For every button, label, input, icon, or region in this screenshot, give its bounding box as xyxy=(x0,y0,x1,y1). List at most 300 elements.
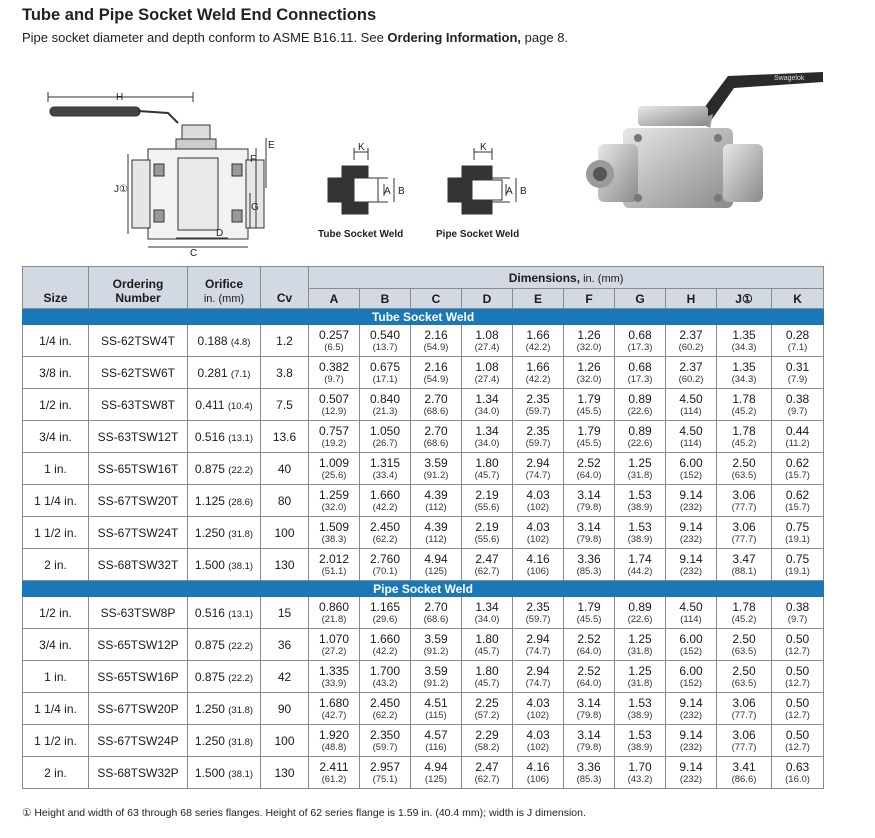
dim-value-in: 1.78 xyxy=(732,391,756,406)
dim-f-cell xyxy=(564,597,615,629)
dim-value-mm: (62.7) xyxy=(474,773,500,785)
dim-value-in: 0.540 xyxy=(369,327,401,342)
ordering-number-cell: SS-65TSW16T xyxy=(89,453,188,485)
dim-value-in: 0.50 xyxy=(785,695,810,710)
dim-value-mm: (9.7) xyxy=(324,373,344,385)
dim-value-in: 1.335 xyxy=(318,663,350,678)
dim-value-in: 1.74 xyxy=(628,551,652,566)
orifice-in: 1.250 xyxy=(194,525,225,540)
size-cell: 3/4 in. xyxy=(23,421,89,453)
section-header-row xyxy=(23,309,824,325)
dim-j-cell xyxy=(717,357,772,389)
cv-cell: 100 xyxy=(261,517,309,549)
dim-value-in: 2.012 xyxy=(318,551,350,566)
dim-g-cell xyxy=(615,453,666,485)
header-col-b: B xyxy=(360,289,411,309)
pipe-socket-weld-label: Pipe Socket Weld xyxy=(436,229,520,240)
dim-value-in: 3.36 xyxy=(577,551,601,566)
orifice-mm: (7.1) xyxy=(230,368,251,380)
orifice-cell xyxy=(188,549,261,581)
size-cell: 2 in. xyxy=(23,549,89,581)
dim-b-cell xyxy=(360,485,411,517)
valve-dimension-drawing xyxy=(28,88,288,258)
orifice-in: 0.875 xyxy=(194,669,225,684)
dim-value-mm: (19.1) xyxy=(785,533,810,545)
dim-e-cell xyxy=(513,629,564,661)
dim-value-in: 1.53 xyxy=(628,727,652,742)
dim-label-e: E xyxy=(268,140,275,151)
dim-value-in: 3.41 xyxy=(732,759,756,774)
dim-value-mm: (85.3) xyxy=(576,773,602,785)
size-cell: 1/4 in. xyxy=(23,325,89,357)
dim-value-in: 1.35 xyxy=(732,359,756,374)
orifice-in: 1.500 xyxy=(194,765,225,780)
orifice-mm: (28.6) xyxy=(228,496,254,508)
dim-value-in: 0.50 xyxy=(785,727,810,742)
size-cell: 1 1/2 in. xyxy=(23,725,89,757)
dim-value-in: 4.39 xyxy=(424,519,448,534)
ordering-number-cell: SS-63TSW8T xyxy=(89,389,188,421)
dim-k-cell xyxy=(772,517,824,549)
dim-f-cell xyxy=(564,725,615,757)
dim-value-mm: (38.9) xyxy=(627,501,653,513)
dim-value-mm: (102) xyxy=(526,709,550,721)
size-cell: 3/4 in. xyxy=(23,629,89,661)
dim-a-cell xyxy=(309,453,360,485)
dim-k-cell xyxy=(772,661,824,693)
dim-value-in: 2.47 xyxy=(475,551,499,566)
orifice-mm: (13.1) xyxy=(228,432,254,444)
dim-value-mm: (32.0) xyxy=(576,373,602,385)
ordering-number-cell: SS-63TSW12T xyxy=(89,421,188,453)
ordering-number-cell: SS-62TSW6T xyxy=(89,357,188,389)
table-row xyxy=(23,725,824,757)
dim-value-in: 1.34 xyxy=(475,391,499,406)
dim-value-mm: (63.5) xyxy=(731,469,757,481)
dim-value-in: 1.050 xyxy=(369,423,401,438)
dim-value-mm: (57.2) xyxy=(474,709,500,721)
dim-value-mm: (42.2) xyxy=(372,645,398,657)
dim-c-cell xyxy=(411,453,462,485)
header-col-d: D xyxy=(462,289,513,309)
dim-value-mm: (232) xyxy=(679,533,703,545)
dim-value-mm: (43.2) xyxy=(627,773,653,785)
dim-value-mm: (114) xyxy=(680,437,702,449)
dim-f-cell xyxy=(564,357,615,389)
cv-cell: 130 xyxy=(261,757,309,789)
table-row xyxy=(23,325,824,357)
orifice-cell xyxy=(188,693,261,725)
dim-value-in: 2.70 xyxy=(424,599,448,614)
dim-value-in: 6.00 xyxy=(679,663,703,678)
dim-value-in: 2.450 xyxy=(369,695,401,710)
header-orifice xyxy=(188,267,261,309)
dim-value-mm: (45.2) xyxy=(731,613,757,625)
dim-value-mm: (15.7) xyxy=(785,469,810,481)
dim-value-mm: (19.1) xyxy=(785,565,810,577)
dim-j-cell xyxy=(717,725,772,757)
dim-f-cell xyxy=(564,517,615,549)
dim-value-in: 2.450 xyxy=(369,519,401,534)
dim-value-in: 0.75 xyxy=(785,519,810,534)
dim-value-in: 0.675 xyxy=(369,359,401,374)
dim-f-cell xyxy=(564,421,615,453)
ordering-number-cell: SS-67TSW24P xyxy=(89,725,188,757)
dim-value-in: 1.79 xyxy=(577,423,601,438)
orifice-mm: (22.2) xyxy=(228,640,254,652)
dim-value-mm: (106) xyxy=(526,773,550,785)
dim-e-cell xyxy=(513,421,564,453)
dim-value-in: 2.35 xyxy=(526,391,550,406)
dim-d-cell xyxy=(462,421,513,453)
dim-h-cell xyxy=(666,661,717,693)
header-col-h: H xyxy=(666,289,717,309)
dim-value-mm: (33.9) xyxy=(321,677,347,689)
dim-value-in: 1.700 xyxy=(369,663,401,678)
dim-value-mm: (17.1) xyxy=(372,373,398,385)
dim-value-in: 2.957 xyxy=(369,759,401,774)
dim-j-cell xyxy=(717,421,772,453)
orifice-in: 0.188 xyxy=(197,333,228,348)
section-title: Tube Socket Weld xyxy=(23,309,824,325)
svg-text:K: K xyxy=(358,142,365,153)
dim-value-in: 1.680 xyxy=(318,695,350,710)
header-col-k: K xyxy=(772,289,824,309)
dim-value-in: 1.509 xyxy=(318,519,350,534)
dim-value-mm: (232) xyxy=(679,501,703,513)
svg-text:A: A xyxy=(506,186,513,197)
dim-value-in: 2.52 xyxy=(577,455,601,470)
dim-d-cell xyxy=(462,357,513,389)
header-col-g: G xyxy=(615,289,666,309)
dim-value-in: 2.35 xyxy=(526,423,550,438)
dim-value-mm: (32.0) xyxy=(576,341,602,353)
table-row xyxy=(23,629,824,661)
dim-d-cell xyxy=(462,629,513,661)
dim-b-cell xyxy=(360,661,411,693)
dim-a-cell xyxy=(309,325,360,357)
dim-value-in: 1.34 xyxy=(475,599,499,614)
dim-value-mm: (79.8) xyxy=(576,709,602,721)
size-cell: 1/2 in. xyxy=(23,389,89,421)
dim-value-in: 2.94 xyxy=(526,663,550,678)
dim-g-cell xyxy=(615,421,666,453)
dim-h-cell xyxy=(666,325,717,357)
dim-value-mm: (45.5) xyxy=(576,437,602,449)
dim-value-in: 9.14 xyxy=(679,695,703,710)
dim-value-in: 0.63 xyxy=(785,759,810,774)
orifice-cell xyxy=(188,597,261,629)
table-row xyxy=(23,389,824,421)
dim-value-mm: (11.2) xyxy=(785,437,810,449)
dim-a-cell xyxy=(309,357,360,389)
table-row xyxy=(23,597,824,629)
dim-value-in: 9.14 xyxy=(679,727,703,742)
dim-h-cell xyxy=(666,597,717,629)
dim-j-cell xyxy=(717,629,772,661)
orifice-mm: (10.4) xyxy=(227,400,253,412)
dim-value-mm: (62.7) xyxy=(474,565,500,577)
dim-value-mm: (79.8) xyxy=(576,533,602,545)
dim-e-cell xyxy=(513,725,564,757)
dim-h-cell xyxy=(666,725,717,757)
dim-g-cell xyxy=(615,661,666,693)
dim-value-in: 1.25 xyxy=(628,631,652,646)
dim-value-in: 3.14 xyxy=(577,727,601,742)
dim-k-cell xyxy=(772,693,824,725)
dim-value-mm: (232) xyxy=(679,709,703,721)
dim-value-in: 0.31 xyxy=(785,359,810,374)
dim-g-cell xyxy=(615,725,666,757)
dim-value-in: 2.29 xyxy=(475,727,499,742)
dim-value-mm: (21.3) xyxy=(372,405,398,417)
dim-value-in: 2.50 xyxy=(732,631,756,646)
subtitle-text: Pipe socket diameter and depth conform to ASME B16.11. See xyxy=(22,30,388,45)
header-col-f: F xyxy=(564,289,615,309)
size-cell: 2 in. xyxy=(23,757,89,789)
dim-b-cell xyxy=(360,421,411,453)
dim-value-in: 4.94 xyxy=(424,759,448,774)
dim-b-cell xyxy=(360,725,411,757)
dim-k-cell xyxy=(772,357,824,389)
dim-f-cell xyxy=(564,629,615,661)
ordering-number-cell: SS-62TSW4T xyxy=(89,325,188,357)
dim-d-cell xyxy=(462,389,513,421)
dim-value-in: 2.70 xyxy=(424,423,448,438)
header-orifice-label: Orifice xyxy=(204,277,243,291)
header-dimensions-unit: in. (mm) xyxy=(580,272,624,285)
dim-d-cell xyxy=(462,597,513,629)
dim-value-in: 6.00 xyxy=(679,455,703,470)
orifice-mm: (4.8) xyxy=(230,336,251,348)
dim-value-in: 0.257 xyxy=(318,327,350,342)
dim-g-cell xyxy=(615,517,666,549)
dim-value-in: 1.920 xyxy=(318,727,350,742)
header-col-j: J① xyxy=(717,289,772,309)
dim-value-in: 0.62 xyxy=(785,455,810,470)
orifice-cell xyxy=(188,357,261,389)
dim-value-mm: (232) xyxy=(679,565,703,577)
dim-value-in: 1.315 xyxy=(369,455,401,470)
ordering-number-cell: SS-67TSW20P xyxy=(89,693,188,725)
dim-b-cell xyxy=(360,453,411,485)
header-col-a: A xyxy=(309,289,360,309)
dim-value-mm: (34.0) xyxy=(474,405,500,417)
dim-j-cell xyxy=(717,517,772,549)
dim-value-in: 2.16 xyxy=(424,359,448,374)
header-dimensions-label: Dimensions, xyxy=(508,270,581,285)
header-col-e: E xyxy=(513,289,564,309)
dim-value-mm: (79.8) xyxy=(576,501,602,513)
dim-value-in: 2.37 xyxy=(679,359,703,374)
dim-value-mm: (42.7) xyxy=(321,709,347,721)
dim-k-cell xyxy=(772,453,824,485)
cv-cell: 100 xyxy=(261,725,309,757)
dim-value-mm: (91.2) xyxy=(423,677,449,689)
dim-h-cell xyxy=(666,629,717,661)
dim-value-in: 1.34 xyxy=(475,423,499,438)
dim-d-cell xyxy=(462,453,513,485)
valve-photo xyxy=(578,66,828,231)
orifice-cell xyxy=(188,485,261,517)
dim-label-j: J① xyxy=(114,184,128,195)
dim-value-mm: (27.2) xyxy=(321,645,347,657)
dim-j-cell xyxy=(717,485,772,517)
dim-a-cell xyxy=(309,725,360,757)
dim-value-mm: (152) xyxy=(679,677,703,689)
dim-h-cell xyxy=(666,693,717,725)
dim-value-mm: (6.5) xyxy=(324,341,344,353)
dim-value-mm: (31.8) xyxy=(627,677,653,689)
dim-value-mm: (59.7) xyxy=(372,741,398,753)
dim-label-f: F xyxy=(250,154,257,165)
dim-value-in: 4.94 xyxy=(424,551,448,566)
dim-b-cell xyxy=(360,357,411,389)
dim-value-mm: (34.0) xyxy=(474,437,500,449)
dim-f-cell xyxy=(564,485,615,517)
dim-value-in: 2.52 xyxy=(577,663,601,678)
dim-j-cell xyxy=(717,549,772,581)
dim-value-mm: (34.3) xyxy=(731,341,757,353)
size-cell: 1 1/4 in. xyxy=(23,485,89,517)
dim-c-cell xyxy=(411,757,462,789)
dim-value-in: 9.14 xyxy=(679,551,703,566)
orifice-mm: (38.1) xyxy=(228,560,254,572)
dim-value-in: 1.070 xyxy=(318,631,350,646)
dim-value-in: 0.860 xyxy=(318,599,350,614)
page-title: Tube and Pipe Socket Weld End Connections xyxy=(22,6,377,24)
dim-value-in: 2.19 xyxy=(475,487,499,502)
dim-value-mm: (29.6) xyxy=(372,613,398,625)
header-size: Size xyxy=(23,267,89,309)
dim-value-in: 4.50 xyxy=(679,391,703,406)
dim-f-cell xyxy=(564,693,615,725)
dim-value-mm: (12.7) xyxy=(785,677,810,689)
dim-value-mm: (45.5) xyxy=(576,405,602,417)
cv-cell: 36 xyxy=(261,629,309,661)
ordering-number-cell: SS-67TSW24T xyxy=(89,517,188,549)
orifice-in: 0.516 xyxy=(194,605,225,620)
ordering-number-cell: SS-65TSW12P xyxy=(89,629,188,661)
orifice-cell xyxy=(188,325,261,357)
dim-j-cell xyxy=(717,757,772,789)
size-cell: 1/2 in. xyxy=(23,597,89,629)
pipe-socket-weld-drawing xyxy=(438,140,548,230)
dim-value-mm: (68.6) xyxy=(423,405,449,417)
dim-g-cell xyxy=(615,629,666,661)
dim-value-mm: (63.5) xyxy=(731,677,757,689)
dim-j-cell xyxy=(717,325,772,357)
dim-value-in: 0.68 xyxy=(628,327,652,342)
ordering-info-link[interactable]: Ordering Information, xyxy=(387,30,522,45)
dim-a-cell xyxy=(309,693,360,725)
table-row xyxy=(23,453,824,485)
dim-c-cell xyxy=(411,389,462,421)
cv-cell: 15 xyxy=(261,597,309,629)
dim-a-cell xyxy=(309,629,360,661)
dim-value-in: 2.94 xyxy=(526,455,550,470)
header-ordering-number: Ordering Number xyxy=(89,267,188,309)
dim-value-mm: (38.9) xyxy=(627,741,653,753)
orifice-in: 0.875 xyxy=(194,461,225,476)
dim-label-h: H xyxy=(116,92,124,103)
dim-value-mm: (12.9) xyxy=(321,405,347,417)
dim-value-in: 6.00 xyxy=(679,631,703,646)
dim-e-cell xyxy=(513,357,564,389)
dim-value-mm: (45.5) xyxy=(576,613,602,625)
dim-value-in: 2.50 xyxy=(732,455,756,470)
dim-value-in: 3.59 xyxy=(424,631,448,646)
dim-b-cell xyxy=(360,597,411,629)
dim-k-cell xyxy=(772,549,824,581)
dim-value-in: 1.78 xyxy=(732,423,756,438)
dim-value-in: 9.14 xyxy=(679,759,703,774)
dim-value-in: 3.14 xyxy=(577,695,601,710)
dim-g-cell xyxy=(615,389,666,421)
dim-d-cell xyxy=(462,325,513,357)
orifice-in: 0.411 xyxy=(195,397,225,412)
dim-value-mm: (44.2) xyxy=(627,565,653,577)
dim-c-cell xyxy=(411,725,462,757)
orifice-in: 1.250 xyxy=(194,733,225,748)
dim-value-mm: (54.9) xyxy=(423,373,449,385)
dim-value-mm: (45.2) xyxy=(731,437,757,449)
dim-value-in: 2.760 xyxy=(369,551,401,566)
dim-value-mm: (112) xyxy=(425,533,447,545)
dim-value-in: 2.25 xyxy=(475,695,499,710)
dim-j-cell xyxy=(717,453,772,485)
dim-value-in: 4.50 xyxy=(679,599,703,614)
dim-a-cell xyxy=(309,389,360,421)
dim-value-mm: (15.7) xyxy=(785,501,810,513)
cv-cell: 80 xyxy=(261,485,309,517)
dim-value-in: 3.06 xyxy=(732,519,756,534)
dim-value-in: 1.79 xyxy=(577,391,601,406)
dim-value-mm: (62.2) xyxy=(372,709,398,721)
dim-f-cell xyxy=(564,389,615,421)
orifice-cell xyxy=(188,421,261,453)
dim-value-in: 1.009 xyxy=(318,455,350,470)
section-header-row xyxy=(23,581,824,597)
dim-h-cell xyxy=(666,389,717,421)
dim-value-mm: (38.9) xyxy=(627,709,653,721)
dim-value-mm: (55.6) xyxy=(474,501,500,513)
dim-value-in: 1.259 xyxy=(318,487,350,502)
dim-value-in: 0.38 xyxy=(785,391,810,406)
dim-d-cell xyxy=(462,549,513,581)
dim-k-cell xyxy=(772,757,824,789)
dim-e-cell xyxy=(513,325,564,357)
dim-value-in: 1.53 xyxy=(628,695,652,710)
dim-value-in: 0.89 xyxy=(628,391,652,406)
ordering-number-cell: SS-68TSW32P xyxy=(89,757,188,789)
dim-value-in: 4.03 xyxy=(526,519,550,534)
dim-value-mm: (63.5) xyxy=(731,645,757,657)
dim-value-in: 2.37 xyxy=(679,327,703,342)
table-row xyxy=(23,485,824,517)
dim-e-cell xyxy=(513,597,564,629)
dim-h-cell xyxy=(666,485,717,517)
dim-g-cell xyxy=(615,325,666,357)
dim-b-cell xyxy=(360,325,411,357)
dim-g-cell xyxy=(615,485,666,517)
dim-value-mm: (68.6) xyxy=(423,437,449,449)
dim-k-cell xyxy=(772,421,824,453)
dim-value-in: 1.08 xyxy=(475,327,499,342)
dim-value-in: 4.57 xyxy=(424,727,448,742)
dim-g-cell xyxy=(615,693,666,725)
dim-a-cell xyxy=(309,421,360,453)
